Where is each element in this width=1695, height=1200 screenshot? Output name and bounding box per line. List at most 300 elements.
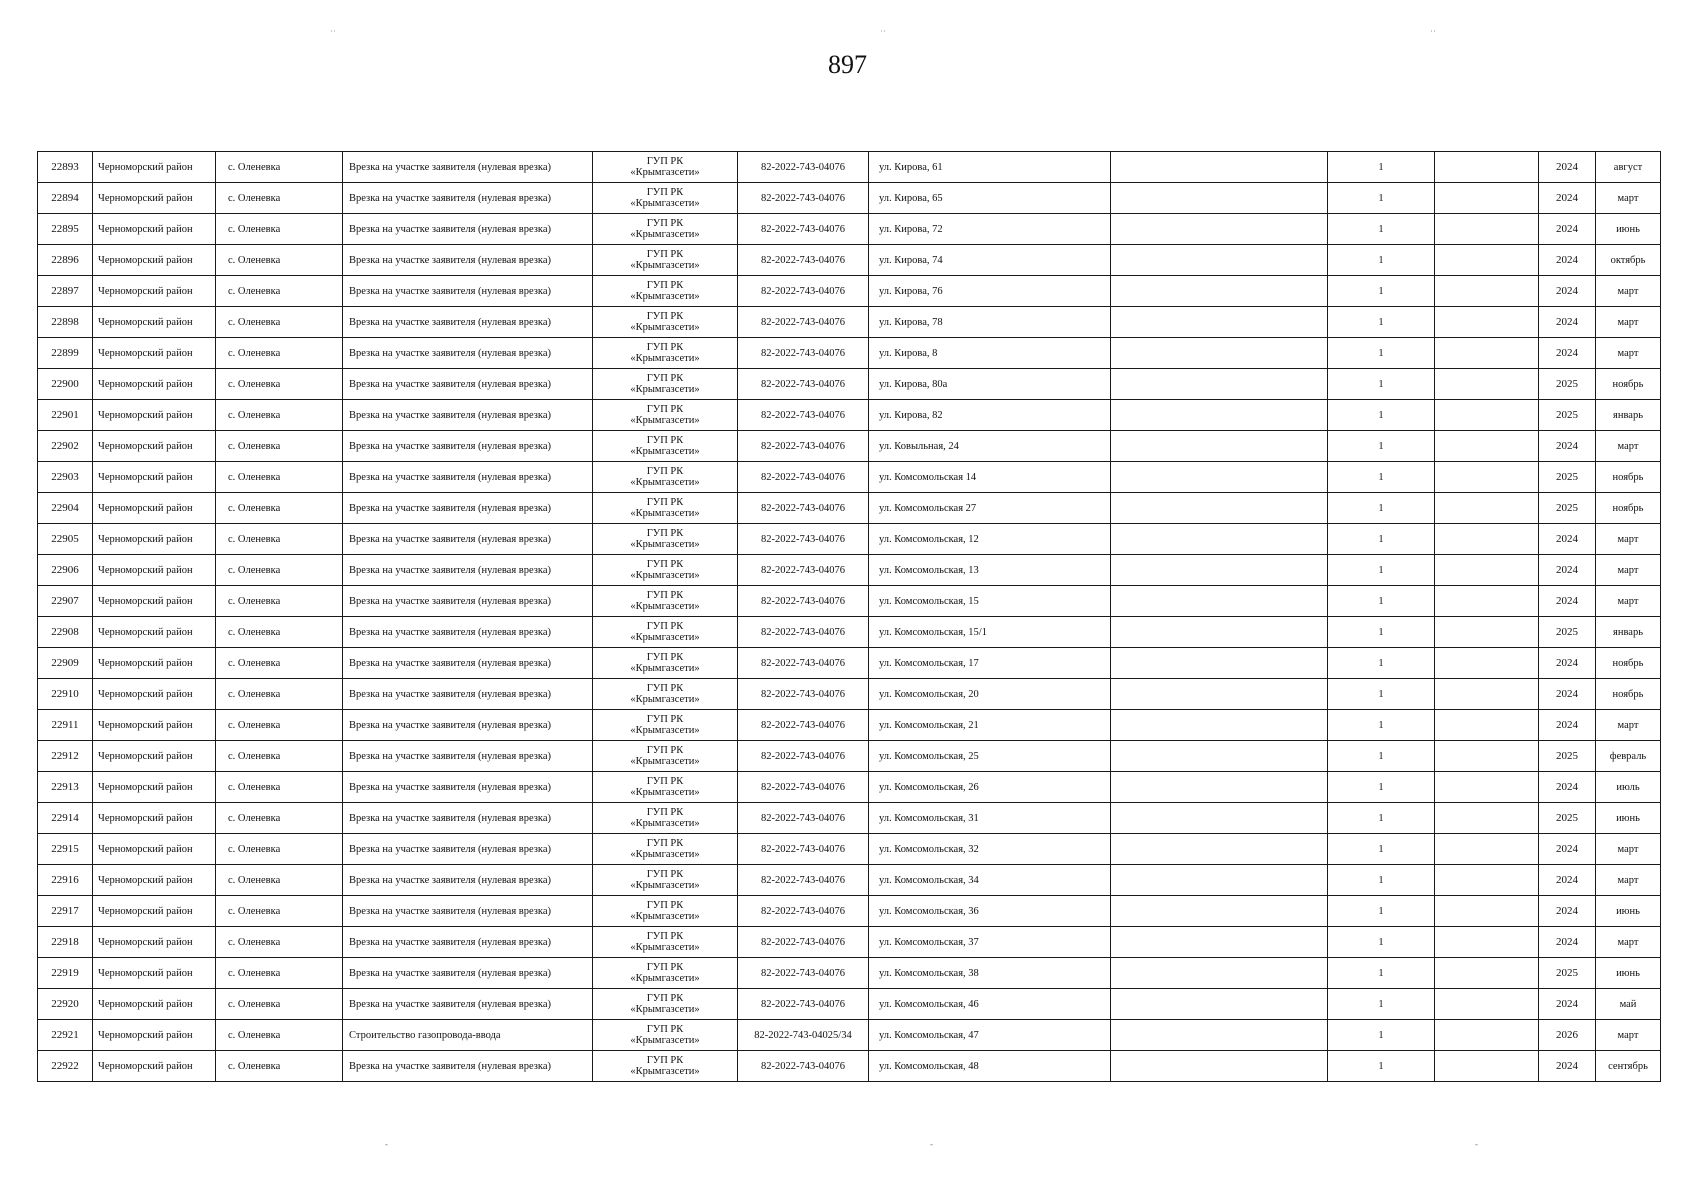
organization-line-1: ГУП РК <box>646 931 684 942</box>
district-cell: Черноморский район <box>93 369 216 400</box>
year-cell: 2024 <box>1539 896 1596 927</box>
empty-cell <box>1111 958 1328 989</box>
month-cell: март <box>1596 183 1661 214</box>
empty-cell <box>1435 741 1539 772</box>
work-type-cell: Врезка на участке заявителя (нулевая врезка) <box>343 307 593 338</box>
district-cell: Черноморский район <box>93 617 216 648</box>
month-cell: март <box>1596 710 1661 741</box>
table-row <box>38 927 1661 958</box>
count-cell: 1 <box>1328 555 1435 586</box>
year-cell: 2024 <box>1539 276 1596 307</box>
address-cell: ул. Комсомольская, 20 <box>869 679 1111 710</box>
count-cell: 1 <box>1328 679 1435 710</box>
organization-line-1: ГУП РК <box>646 156 684 167</box>
year-cell: 2024 <box>1539 338 1596 369</box>
empty-cell <box>1435 617 1539 648</box>
year-cell: 2024 <box>1539 989 1596 1020</box>
village-cell: с. Оленевка <box>216 586 343 617</box>
empty-cell <box>1111 648 1328 679</box>
village-cell: с. Оленевка <box>216 617 343 648</box>
organization-line-2: «Крымгазсети» <box>630 167 700 178</box>
registration-number-cell: 82-2022-743-04076 <box>738 152 869 183</box>
table-row <box>38 338 1661 369</box>
empty-cell <box>1435 865 1539 896</box>
organization-cell <box>593 245 738 276</box>
row-number: 22896 <box>38 245 93 276</box>
count-cell: 1 <box>1328 1051 1435 1082</box>
address-cell: ул. Комсомольская, 32 <box>869 834 1111 865</box>
district-cell: Черноморский район <box>93 679 216 710</box>
registration-number-cell: 82-2022-743-04076 <box>738 462 869 493</box>
month-cell: март <box>1596 865 1661 896</box>
organization-cell <box>593 369 738 400</box>
registration-number-cell: 82-2022-743-04076 <box>738 493 869 524</box>
table-row <box>38 865 1661 896</box>
district-cell: Черноморский район <box>93 772 216 803</box>
count-cell: 1 <box>1328 369 1435 400</box>
empty-cell <box>1435 555 1539 586</box>
empty-cell <box>1435 493 1539 524</box>
row-number: 22915 <box>38 834 93 865</box>
month-cell: июнь <box>1596 214 1661 245</box>
empty-cell <box>1435 369 1539 400</box>
month-cell: сентябрь <box>1596 1051 1661 1082</box>
district-cell: Черноморский район <box>93 741 216 772</box>
empty-cell <box>1435 1020 1539 1051</box>
organization-line-1: ГУП РК <box>646 1024 684 1035</box>
row-number: 22912 <box>38 741 93 772</box>
organization-line-1: ГУП РК <box>646 807 684 818</box>
village-cell: с. Оленевка <box>216 245 343 276</box>
empty-cell <box>1111 865 1328 896</box>
row-number: 22904 <box>38 493 93 524</box>
organization-line-1: ГУП РК <box>646 373 684 384</box>
registration-number-cell: 82-2022-743-04076 <box>738 245 869 276</box>
count-cell: 1 <box>1328 865 1435 896</box>
address-cell: ул. Кирова, 65 <box>869 183 1111 214</box>
year-cell: 2026 <box>1539 1020 1596 1051</box>
empty-cell <box>1111 617 1328 648</box>
work-type-cell: Врезка на участке заявителя (нулевая врезка) <box>343 741 593 772</box>
work-type-cell: Врезка на участке заявителя (нулевая врезка) <box>343 586 593 617</box>
organization-cell <box>593 1051 738 1082</box>
registration-number-cell: 82-2022-743-04076 <box>738 400 869 431</box>
village-cell: с. Оленевка <box>216 307 343 338</box>
year-cell: 2024 <box>1539 586 1596 617</box>
village-cell: с. Оленевка <box>216 679 343 710</box>
empty-cell <box>1435 989 1539 1020</box>
month-cell: июнь <box>1596 958 1661 989</box>
organization-line-2: «Крымгазсети» <box>630 353 700 364</box>
empty-cell <box>1111 400 1328 431</box>
table-row <box>38 152 1661 183</box>
organization-line-2: «Крымгазсети» <box>630 601 700 612</box>
work-type-cell: Врезка на участке заявителя (нулевая врезка) <box>343 803 593 834</box>
district-cell: Черноморский район <box>93 896 216 927</box>
table-body <box>38 152 1661 1082</box>
organization-line-1: ГУП РК <box>646 342 684 353</box>
organization-line-1: ГУП РК <box>646 590 684 601</box>
year-cell: 2025 <box>1539 369 1596 400</box>
month-cell: март <box>1596 307 1661 338</box>
row-number: 22906 <box>38 555 93 586</box>
organization-cell <box>593 493 738 524</box>
registration-number-cell: 82-2022-743-04076 <box>738 772 869 803</box>
count-cell: 1 <box>1328 648 1435 679</box>
organization-line-1: ГУП РК <box>646 776 684 787</box>
row-number: 22895 <box>38 214 93 245</box>
organization-cell <box>593 524 738 555</box>
count-cell: 1 <box>1328 400 1435 431</box>
table-row <box>38 245 1661 276</box>
table-row <box>38 710 1661 741</box>
count-cell: 1 <box>1328 214 1435 245</box>
table-row <box>38 896 1661 927</box>
address-cell: ул. Кирова, 76 <box>869 276 1111 307</box>
organization-cell <box>593 276 738 307</box>
empty-cell <box>1435 803 1539 834</box>
district-cell: Черноморский район <box>93 524 216 555</box>
organization-line-2: «Крымгазсети» <box>630 787 700 798</box>
count-cell: 1 <box>1328 617 1435 648</box>
empty-cell <box>1435 152 1539 183</box>
organization-cell <box>593 772 738 803</box>
work-type-cell: Врезка на участке заявителя (нулевая врезка) <box>343 400 593 431</box>
organization-cell <box>593 462 738 493</box>
organization-cell <box>593 958 738 989</box>
month-cell: март <box>1596 338 1661 369</box>
work-type-cell: Врезка на участке заявителя (нулевая врезка) <box>343 214 593 245</box>
registration-number-cell: 82-2022-743-04076 <box>738 369 869 400</box>
organization-line-2: «Крымгазсети» <box>630 942 700 953</box>
organization-line-1: ГУП РК <box>646 962 684 973</box>
organization-line-2: «Крымгазсети» <box>630 663 700 674</box>
registration-number-cell: 82-2022-743-04076 <box>738 276 869 307</box>
empty-cell <box>1111 834 1328 865</box>
village-cell: с. Оленевка <box>216 648 343 679</box>
organization-line-2: «Крымгазсети» <box>630 1035 700 1046</box>
empty-cell <box>1435 586 1539 617</box>
registration-number-cell: 82-2022-743-04076 <box>738 183 869 214</box>
organization-line-2: «Крымгазсети» <box>630 291 700 302</box>
registration-number-cell: 82-2022-743-04076 <box>738 1051 869 1082</box>
address-cell: ул. Комсомольская, 13 <box>869 555 1111 586</box>
table-row <box>38 524 1661 555</box>
registration-number-cell: 82-2022-743-04076 <box>738 431 869 462</box>
row-number: 22920 <box>38 989 93 1020</box>
registration-number-cell: 82-2022-743-04076 <box>738 865 869 896</box>
count-cell: 1 <box>1328 307 1435 338</box>
work-type-cell: Врезка на участке заявителя (нулевая врезка) <box>343 276 593 307</box>
village-cell: с. Оленевка <box>216 834 343 865</box>
empty-cell <box>1111 245 1328 276</box>
organization-line-1: ГУП РК <box>646 435 684 446</box>
table-row <box>38 183 1661 214</box>
row-number: 22917 <box>38 896 93 927</box>
year-cell: 2024 <box>1539 431 1596 462</box>
year-cell: 2025 <box>1539 741 1596 772</box>
organization-line-2: «Крымгазсети» <box>630 818 700 829</box>
month-cell: ноябрь <box>1596 462 1661 493</box>
table-row <box>38 493 1661 524</box>
registration-number-cell: 82-2022-743-04076 <box>738 524 869 555</box>
organization-line-2: «Крымгазсети» <box>630 632 700 643</box>
year-cell: 2024 <box>1539 710 1596 741</box>
work-type-cell: Врезка на участке заявителя (нулевая врезка) <box>343 524 593 555</box>
registry-table <box>37 151 1661 1082</box>
empty-cell <box>1111 214 1328 245</box>
organization-line-1: ГУП РК <box>646 993 684 1004</box>
empty-cell <box>1435 772 1539 803</box>
count-cell: 1 <box>1328 896 1435 927</box>
work-type-cell: Врезка на участке заявителя (нулевая врезка) <box>343 493 593 524</box>
empty-cell <box>1111 989 1328 1020</box>
year-cell: 2024 <box>1539 245 1596 276</box>
registration-number-cell: 82-2022-743-04076 <box>738 927 869 958</box>
row-number: 22903 <box>38 462 93 493</box>
district-cell: Черноморский район <box>93 183 216 214</box>
count-cell: 1 <box>1328 741 1435 772</box>
empty-cell <box>1111 679 1328 710</box>
count-cell: 1 <box>1328 710 1435 741</box>
work-type-cell: Врезка на участке заявителя (нулевая врезка) <box>343 183 593 214</box>
organization-line-1: ГУП РК <box>646 559 684 570</box>
organization-line-1: ГУП РК <box>646 621 684 632</box>
organization-line-1: ГУП РК <box>646 249 684 260</box>
district-cell: Черноморский район <box>93 710 216 741</box>
village-cell: с. Оленевка <box>216 1020 343 1051</box>
empty-cell <box>1435 338 1539 369</box>
address-cell: ул. Кирова, 72 <box>869 214 1111 245</box>
count-cell: 1 <box>1328 462 1435 493</box>
organization-line-2: «Крымгазсети» <box>630 446 700 457</box>
organization-line-2: «Крымгазсети» <box>630 229 700 240</box>
row-number: 22922 <box>38 1051 93 1082</box>
empty-cell <box>1111 772 1328 803</box>
district-cell: Черноморский район <box>93 152 216 183</box>
organization-line-1: ГУП РК <box>646 311 684 322</box>
village-cell: с. Оленевка <box>216 896 343 927</box>
village-cell: с. Оленевка <box>216 152 343 183</box>
organization-cell <box>593 741 738 772</box>
empty-cell <box>1435 679 1539 710</box>
year-cell: 2024 <box>1539 679 1596 710</box>
empty-cell <box>1111 927 1328 958</box>
year-cell: 2024 <box>1539 152 1596 183</box>
scan-speck: ˙˙ <box>1430 29 1436 39</box>
organization-line-2: «Крымгазсети» <box>630 260 700 271</box>
address-cell: ул. Кирова, 82 <box>869 400 1111 431</box>
village-cell: с. Оленевка <box>216 1051 343 1082</box>
count-cell: 1 <box>1328 493 1435 524</box>
table-row <box>38 958 1661 989</box>
table-row <box>38 989 1661 1020</box>
address-cell: ул. Комсомольская 14 <box>869 462 1111 493</box>
address-cell: ул. Комсомольская, 34 <box>869 865 1111 896</box>
organization-cell <box>593 896 738 927</box>
registration-number-cell: 82-2022-743-04076 <box>738 338 869 369</box>
village-cell: с. Оленевка <box>216 710 343 741</box>
address-cell: ул. Кирова, 8 <box>869 338 1111 369</box>
organization-line-1: ГУП РК <box>646 869 684 880</box>
year-cell: 2025 <box>1539 958 1596 989</box>
table-row <box>38 1020 1661 1051</box>
row-number: 22913 <box>38 772 93 803</box>
table-row <box>38 276 1661 307</box>
address-cell: ул. Комсомольская, 25 <box>869 741 1111 772</box>
work-type-cell: Врезка на участке заявителя (нулевая врезка) <box>343 834 593 865</box>
month-cell: март <box>1596 431 1661 462</box>
organization-cell <box>593 617 738 648</box>
empty-cell <box>1435 183 1539 214</box>
work-type-cell: Врезка на участке заявителя (нулевая врезка) <box>343 710 593 741</box>
work-type-cell: Врезка на участке заявителя (нулевая врезка) <box>343 679 593 710</box>
organization-cell <box>593 214 738 245</box>
count-cell: 1 <box>1328 958 1435 989</box>
address-cell: ул. Кирова, 78 <box>869 307 1111 338</box>
registration-number-cell: 82-2022-743-04076 <box>738 648 869 679</box>
row-number: 22901 <box>38 400 93 431</box>
organization-line-2: «Крымгазсети» <box>630 756 700 767</box>
organization-cell <box>593 989 738 1020</box>
table-row <box>38 307 1661 338</box>
address-cell: ул. Комсомольская, 46 <box>869 989 1111 1020</box>
address-cell: ул. Комсомольская, 15 <box>869 586 1111 617</box>
organization-cell <box>593 586 738 617</box>
table-row <box>38 462 1661 493</box>
work-type-cell: Врезка на участке заявителя (нулевая врезка) <box>343 772 593 803</box>
count-cell: 1 <box>1328 152 1435 183</box>
row-number: 22921 <box>38 1020 93 1051</box>
organization-line-2: «Крымгазсети» <box>630 415 700 426</box>
year-cell: 2024 <box>1539 1051 1596 1082</box>
registration-number-cell: 82-2022-743-04076 <box>738 958 869 989</box>
address-cell: ул. Комсомольская, 37 <box>869 927 1111 958</box>
table-row <box>38 400 1661 431</box>
month-cell: ноябрь <box>1596 369 1661 400</box>
month-cell: март <box>1596 927 1661 958</box>
table-row <box>38 555 1661 586</box>
row-number: 22911 <box>38 710 93 741</box>
empty-cell <box>1435 896 1539 927</box>
village-cell: с. Оленевка <box>216 524 343 555</box>
empty-cell <box>1111 524 1328 555</box>
page-number: 897 <box>828 50 867 79</box>
empty-cell <box>1435 1051 1539 1082</box>
district-cell: Черноморский район <box>93 834 216 865</box>
row-number: 22910 <box>38 679 93 710</box>
organization-line-2: «Крымгазсети» <box>630 1004 700 1015</box>
organization-cell <box>593 183 738 214</box>
address-cell: ул. Комсомольская, 12 <box>869 524 1111 555</box>
empty-cell <box>1111 896 1328 927</box>
work-type-cell: Врезка на участке заявителя (нулевая врезка) <box>343 245 593 276</box>
organization-cell <box>593 152 738 183</box>
month-cell: июнь <box>1596 896 1661 927</box>
registration-number-cell: 82-2022-743-04076 <box>738 710 869 741</box>
row-number: 22893 <box>38 152 93 183</box>
year-cell: 2025 <box>1539 617 1596 648</box>
table-row <box>38 679 1661 710</box>
organization-line-2: «Крымгазсети» <box>630 384 700 395</box>
organization-line-2: «Крымгазсети» <box>630 725 700 736</box>
table-row <box>38 834 1661 865</box>
scan-speck: - <box>930 1139 933 1149</box>
empty-cell <box>1435 958 1539 989</box>
year-cell: 2025 <box>1539 803 1596 834</box>
district-cell: Черноморский район <box>93 276 216 307</box>
registration-number-cell: 82-2022-743-04076 <box>738 741 869 772</box>
address-cell: ул. Комсомольская, 31 <box>869 803 1111 834</box>
count-cell: 1 <box>1328 772 1435 803</box>
empty-cell <box>1111 555 1328 586</box>
district-cell: Черноморский район <box>93 307 216 338</box>
work-type-cell: Врезка на участке заявителя (нулевая врезка) <box>343 369 593 400</box>
village-cell: с. Оленевка <box>216 338 343 369</box>
organization-cell <box>593 307 738 338</box>
year-cell: 2024 <box>1539 927 1596 958</box>
month-cell: март <box>1596 276 1661 307</box>
registration-number-cell: 82-2022-743-04076 <box>738 214 869 245</box>
address-cell: ул. Ковыльная, 24 <box>869 431 1111 462</box>
organization-line-2: «Крымгазсети» <box>630 880 700 891</box>
empty-cell <box>1111 276 1328 307</box>
organization-line-1: ГУП РК <box>646 218 684 229</box>
district-cell: Черноморский район <box>93 431 216 462</box>
district-cell: Черноморский район <box>93 338 216 369</box>
district-cell: Черноморский район <box>93 400 216 431</box>
month-cell: январь <box>1596 400 1661 431</box>
empty-cell <box>1111 152 1328 183</box>
organization-cell <box>593 803 738 834</box>
district-cell: Черноморский район <box>93 555 216 586</box>
empty-cell <box>1111 741 1328 772</box>
row-number: 22916 <box>38 865 93 896</box>
village-cell: с. Оленевка <box>216 958 343 989</box>
work-type-cell: Врезка на участке заявителя (нулевая врезка) <box>343 338 593 369</box>
empty-cell <box>1111 493 1328 524</box>
empty-cell <box>1111 462 1328 493</box>
row-number: 22914 <box>38 803 93 834</box>
empty-cell <box>1435 524 1539 555</box>
district-cell: Черноморский район <box>93 1051 216 1082</box>
month-cell: март <box>1596 834 1661 865</box>
registration-number-cell: 82-2022-743-04076 <box>738 617 869 648</box>
organization-line-1: ГУП РК <box>646 528 684 539</box>
row-number: 22897 <box>38 276 93 307</box>
table-row <box>38 772 1661 803</box>
work-type-cell: Врезка на участке заявителя (нулевая врезка) <box>343 958 593 989</box>
village-cell: с. Оленевка <box>216 369 343 400</box>
table-row <box>38 586 1661 617</box>
village-cell: с. Оленевка <box>216 741 343 772</box>
count-cell: 1 <box>1328 276 1435 307</box>
scan-speck: ˙˙ <box>330 29 336 39</box>
table-row <box>38 431 1661 462</box>
organization-line-2: «Крымгазсети» <box>630 1066 700 1077</box>
district-cell: Черноморский район <box>93 958 216 989</box>
empty-cell <box>1111 431 1328 462</box>
organization-line-1: ГУП РК <box>646 280 684 291</box>
month-cell: март <box>1596 586 1661 617</box>
empty-cell <box>1111 1051 1328 1082</box>
village-cell: с. Оленевка <box>216 183 343 214</box>
row-number: 22908 <box>38 617 93 648</box>
organization-line-2: «Крымгазсети» <box>630 694 700 705</box>
month-cell: май <box>1596 989 1661 1020</box>
organization-line-2: «Крымгазсети» <box>630 477 700 488</box>
address-cell: ул. Кирова, 80а <box>869 369 1111 400</box>
